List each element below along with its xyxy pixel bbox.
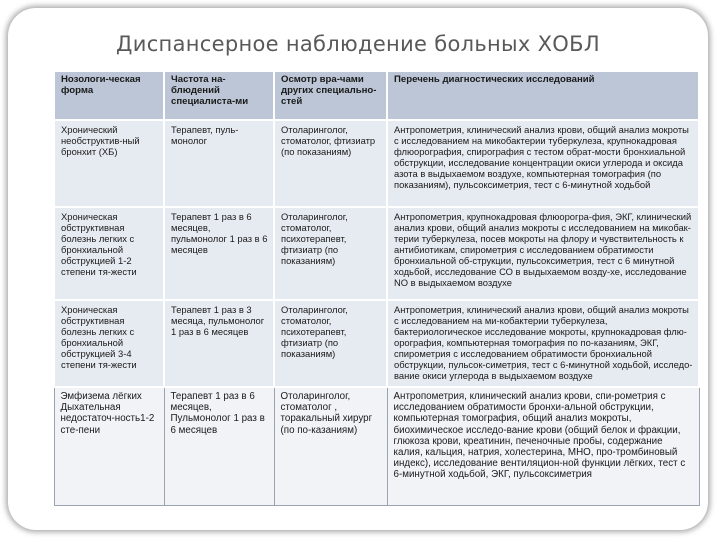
cell-form: Хроническая обструктивная болезнь легких с бронхиальной обструкцией 3-4 степени тя-жести [54, 300, 164, 387]
table-row [54, 120, 699, 207]
cell-specialists: Отоларинголог, стоматолог, фтизиатр (по показаниям) [274, 120, 387, 207]
cell-form: Хроническая обструктивная болезнь легких с бронхиальной обструкцией 1-2 степени тя-жести [54, 207, 164, 300]
cell-specialists: Отоларинголог, стоматолог, психотерапевт, фтизиатр (по показаниям) [274, 207, 387, 300]
header-diagnostic-tests: Перечень диагностических исследований [387, 71, 699, 120]
cell-frequency: Терапевт 1 раз в 6 месяцев, Пульмонолог 1 раз в 6 месяцев [164, 387, 274, 506]
header-observation-frequency: Частота на-блюдений специалиста-ми [164, 71, 274, 120]
cell-frequency: Терапевт, пуль-монолог [164, 120, 274, 207]
table-row [54, 300, 699, 387]
cell-frequency: Терапевт 1 раз в 3 месяца, пульмонолог 1 раз в 6 месяцев [164, 300, 274, 387]
cell-form: Хронический необструктив-ный бронхит (ХБ) [54, 120, 164, 207]
cell-specialists: Отоларинголог, стоматолог , торакальный хирург (по по-казаниям) [274, 387, 387, 506]
cell-specialists: Отоларинголог, стоматолог, психотерапевт, фтизиатр (по показаниям) [274, 300, 387, 387]
cell-tests: Антропометрия, клинический анализ крови, спи-рометрия с исследованием обратимости бронхи-альной обструкции, компьютерная томография, общий анализ мокроты, биохимическое исследо-вание крови (общий белок и фракции, глюкоза крови, креатинин, печеночные пробы, содержание калия, кальция, натрия, холестерина, МНО, про-тромбиновый индекс), исследование вентиляцион-ной функции лёгких, тест с 6-минутной ходьбой, ЭКГ, пульсоксиметрия [387, 387, 699, 506]
header-nosological-form: Нозологи-ческая форма [54, 71, 164, 120]
table-row [54, 387, 699, 506]
slide [8, 8, 708, 530]
cell-frequency: Терапевт 1 раз в 6 месяцев, пульмонолог 1 раз в 6 месяцев [164, 207, 274, 300]
cell-tests: Антропометрия, крупнокадровая флюорогра-фия, ЭКГ, клинический анализ крови, общий анализ мокроты с исследованием на микобак-терии туберкулеза, посев мокроты на флору и чувствительность к антибиотикам, спирометрия с исследованием обратимости бронхиальной об-струкции, пульсоксиметрия, тест с 6 минутной ходьбой, исследование СО в выдыхаемом возду-хе, исследование NO в выдыхаемом воздухе [387, 207, 699, 300]
observation-table [53, 70, 700, 506]
header-other-specialists: Осмотр вра-чами других специально-стей [274, 71, 387, 120]
cell-tests: Антропометрия, клинический анализ крови, общий анализ мокроты с исследованием на ми-кобактерии туберкулеза, бактериологическое исследование мокроты, крупнокадровая флю-орография, компьютерная томография по по-казаниям, ЭКГ, спирометрия с исследованием обратимости бронхиальной обструкции, пульсок-симетрия, тест с 6-минутной ходьбой, исследо-вание окиси углерода в выдыхаемом воздухе [387, 300, 699, 387]
cell-tests: Антропометрия, клинический анализ крови, общий анализ мокроты с исследованием на микобактерии туберкулеза, крупнокадровая флюорография, спирография с тестом обрат-мости бронхиальной обструкции, исследование концентрации окиси углерода и оксида азота в выдыхаемом воздухе, компьютерная томография (по показаниям), пульсоксиметрия, тест с 6-минутной ходьбой [387, 120, 699, 207]
table-row [54, 207, 699, 300]
table-header-row [54, 71, 699, 120]
slide-title: Диспансерное наблюдение больных ХОБЛ [116, 32, 600, 56]
cell-form: Эмфизема лёгких Дыхательная недостаточ-ность1-2 сте-пени [54, 387, 164, 506]
